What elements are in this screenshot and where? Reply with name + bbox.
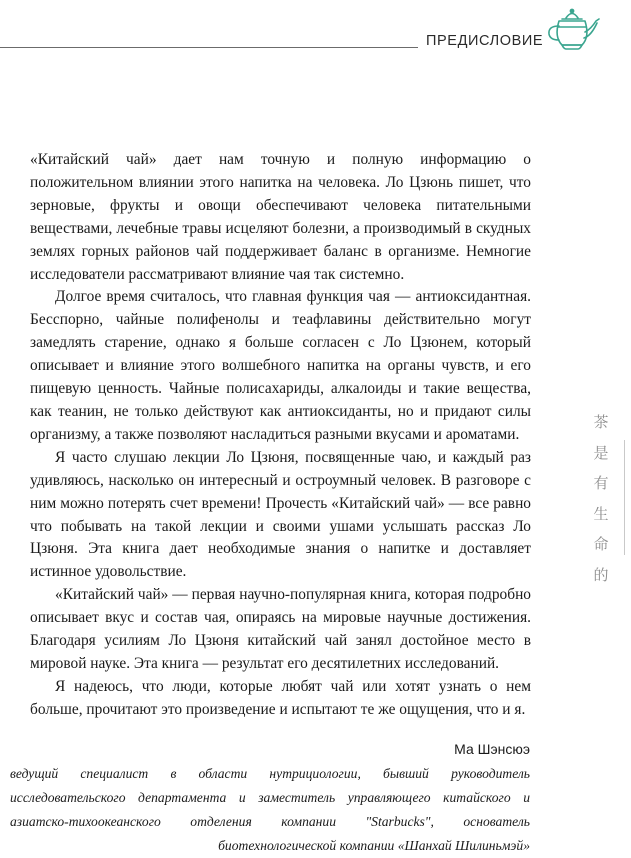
page-title: ПРЕДИСЛОВИЕ xyxy=(426,33,544,49)
paragraph: Я надеюсь, что люди, которые любят чай или хотят узнать о нем больше, прочитают это произведение и испытают те же ощущения, что и я. xyxy=(30,677,531,718)
side-char: 生 xyxy=(593,504,609,523)
side-char: 命 xyxy=(593,535,609,553)
side-motto xyxy=(591,407,611,590)
side-char: 是 xyxy=(593,443,609,462)
teapot-icon xyxy=(543,7,601,53)
paragraph: Долгое время считалось, что главная функция чая — антиоксидантная. Бесспорно, чайные полифенолы и теафлавины действительно могут замедлять старение, однако я больше согласен с Ло Цзюнем, который описывает и влияние этого волшебного напитка на органы чувств, и его пищевую ценность. Чайные полисахариды, алкалоиды и такие вещества, как теанин, не только действуют как антиоксиданты, но и придают силы организму, а также позволяют насладиться разными вкусами и ароматами. xyxy=(30,288,531,443)
side-char: 茶 xyxy=(593,413,609,431)
signature-block xyxy=(10,738,530,858)
author-description: ведущий специалист в области нутрициологии, бывший руководитель исследовательского департамента и заместитель управляющего китайского и азиатско-тихоокеанского отделения компании "Starbucks", основатель биотехнологической компании «Шанхай Шилиньмэй» xyxy=(10,766,530,853)
side-char: 有 xyxy=(593,474,609,492)
paragraph: «Китайский чай» дает нам точную и полную информацию о положительном влиянии этого напитка на человека. Ло Цзюнь пишет, что зерновые, фрукты и овощи обеспечивают человека питательными веществами, лечебные травы исцеляют болезни, а производимый в скудных землях горных районов чай поддерживает баланс в организме. Немногие исследователи рассматривают влияние чая так системно. xyxy=(30,151,531,283)
foreword-body xyxy=(30,149,531,722)
paragraph: «Китайский чай» — первая научно-популярная книга, которая подробно описывает вкус и состав чая, опираясь на мировые научные достижения. Благодаря усилиям Ло Цзюня китайский чай занял достойное место в мировой науке. Эта книга — результат его десятилетних исследований. xyxy=(30,586,531,672)
author-name: Ма Шэнсюэ xyxy=(454,741,530,757)
side-char: 的 xyxy=(593,565,609,584)
paragraph: Я часто слушаю лекции Ло Цзюня, посвященные чаю, и каждый раз удивляюсь, насколько он интересный и остроумный человек. В разговоре с ним можно потерять счет времени! Прочесть «Китайский чай» — все равно что побывать на такой лекции и своими ушами услышать рассказ Ло Цзюня. Эта книга дает необходимые знания о напитке и доставляет истинное удовольствие. xyxy=(30,448,531,581)
side-rule xyxy=(624,440,625,555)
header-rule xyxy=(0,47,418,48)
